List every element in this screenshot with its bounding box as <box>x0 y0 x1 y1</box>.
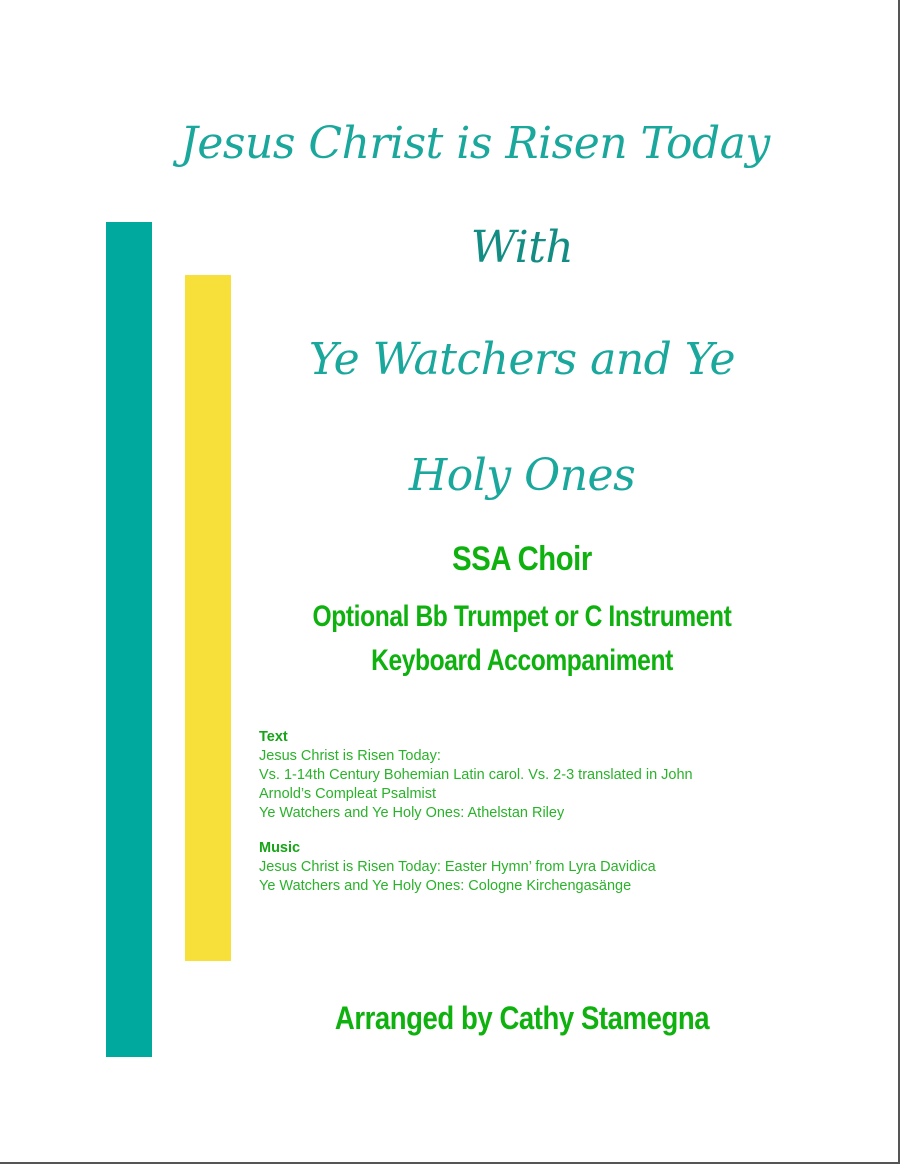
text-credit-line: Jesus Christ is Risen Today: <box>259 748 441 764</box>
instrument-heading: Optional Bb Trumpet or C Instrument <box>312 600 732 633</box>
text-credit-line: Vs. 1-14th Century Bohemian Latin carol. Vs. 2-3 translated in John <box>259 767 693 783</box>
music-credits-label: Music <box>259 840 301 856</box>
title-line-1: Jesus Christ is Risen Today <box>180 118 770 169</box>
music-credit-line: Ye Watchers and Ye Holy Ones: Cologne Kirchengasänge <box>259 878 632 894</box>
text-credit-line: Arnold’s Compleat Psalmist <box>259 786 437 802</box>
credits-block <box>259 728 819 896</box>
accompaniment-heading: Keyboard Accompaniment <box>371 644 673 677</box>
text-credit-line: Ye Watchers and Ye Holy Ones: Athelstan Riley <box>259 805 565 821</box>
voicing-heading: SSA Choir <box>452 540 592 578</box>
music-credit-line: Jesus Christ is Risen Today: Easter Hymn’ from Lyra Davidica <box>259 859 656 875</box>
title-line-3: Ye Watchers and Ye <box>308 334 736 385</box>
arranger-credit: Arranged by Cathy Stamegna <box>334 1000 710 1036</box>
title-line-2: With <box>470 222 574 273</box>
title-line-4: Holy Ones <box>408 450 636 501</box>
credits-spacer <box>259 823 819 839</box>
text-credits-label: Text <box>259 729 288 745</box>
